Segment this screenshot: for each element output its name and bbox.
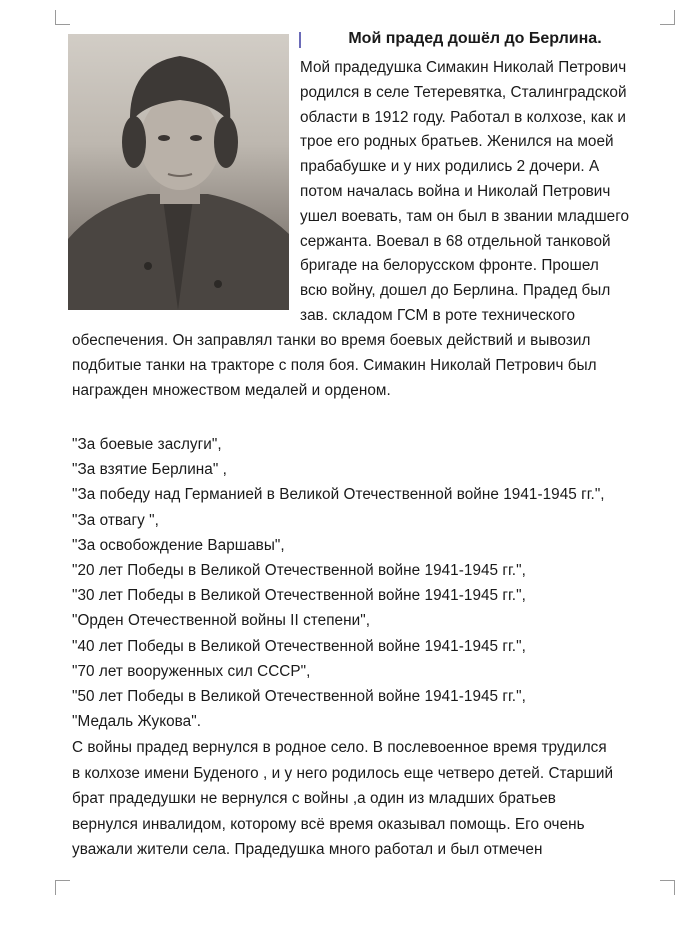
medal-item: "За освобождение Варшавы", [72,536,285,554]
medal-item: "За боевые заслуги", [72,436,222,453]
text-line: брат прадедушки не вернулся с войны ,а один из младших братьев [72,790,556,807]
text-line: обеспечения. Он заправлял танки во время боевых действий и вывозил [72,332,591,349]
medal-item: "50 лет Победы в Великой Отечественной войне 1941-1945 гг.", [72,688,526,705]
medal-item: "За взятие Берлина" , [72,461,227,479]
text-line: Мой прадедушка Симакин Николай Петрович [300,59,627,76]
medal-item: "За победу над Германией в Великой Отечественной войне 1941-1945 гг.", [72,486,605,504]
text-line: уважали жители села. Прадедушка много работал и был отмечен [72,841,543,858]
document-title: Мой прадед дошёл до Берлина. [348,30,602,47]
text-line: родился в селе Тетеревятка, Сталинградской [300,83,627,101]
medal-item: "За отвагу ", [72,511,159,529]
text-line: ушел воевать, там он был в звании младшего [300,207,630,225]
medal-item: "Медаль Жукова". [72,713,202,731]
text-line: прабабушке и у них родились 2 дочери. А [300,158,600,176]
text-line: сержанта. Воевал в 68 отдельной танковой [300,232,611,250]
text-line: подбитые танки на тракторе с поля боя. Симакин Николай Петрович был [72,356,597,374]
page-corner-mark [55,880,70,895]
page-corner-mark [55,10,70,25]
page-corner-mark [660,880,675,895]
text-line: трое его родных братьев. Женился на моей [300,133,614,151]
text-line: бригаде на белорусском фронте. Прошел [300,257,599,275]
medal-item: "70 лет вооруженных сил СССР", [72,662,311,680]
portrait-illustration [68,34,289,310]
portrait-photo [68,34,289,310]
text-line: в колхозе имени Буденого , и у него родилось еще четверо детей. Старший [72,764,614,782]
medal-item: "30 лет Победы в Великой Отечественной войне 1941-1945 гг.", [72,587,526,605]
medal-item: "20 лет Победы в Великой Отечественной войне 1941-1945 гг.", [72,562,526,579]
text-line: вернулся инвалидом, которому всё время оказывал помощь. Его очень [72,815,585,833]
text-line: области в 1912 году. Работал в колхозе, как и [300,108,627,126]
text-line: потом началась война и Николай Петрович [300,183,611,200]
text-line: зав. складом ГСМ в роте технического [300,307,576,324]
medal-item: "Орден Отечественной войны II степени", [72,612,370,630]
text-line: всю войну, дошел до Берлина. Прадед был [300,282,611,300]
page-corner-mark [660,10,675,25]
medal-item: "40 лет Победы в Великой Отечественной войне 1941-1945 гг.", [72,637,526,655]
text-line: награжден множеством медалей и орденом. [72,381,391,399]
text-line: С войны прадед вернулся в родное село. В послевоенное время трудился [72,739,607,756]
